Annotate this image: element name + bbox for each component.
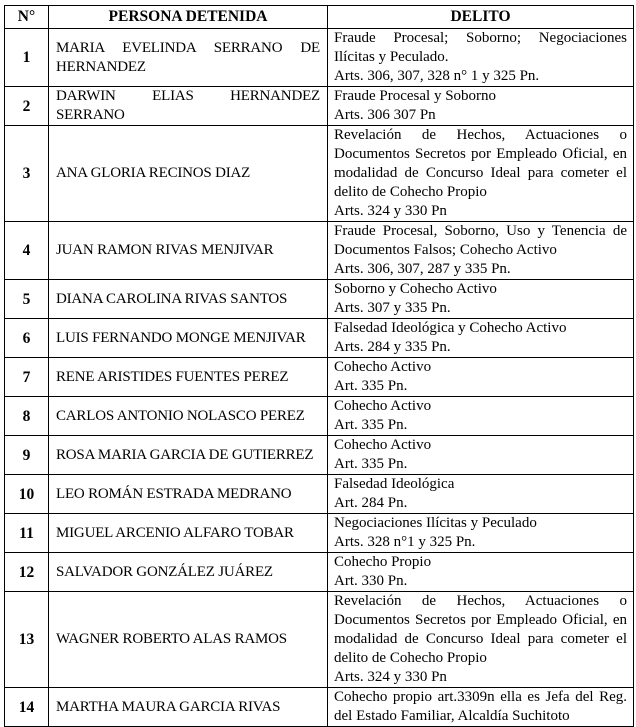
persona-cell: CARLOS ANTONIO NOLASCO PEREZ bbox=[49, 397, 328, 436]
persona-cell: MARIA EVELINDA SERRANO DE HERNANDEZ bbox=[49, 29, 328, 87]
delito-text: Negociaciones Ilícitas y Peculado bbox=[334, 515, 537, 531]
table-row bbox=[5, 29, 634, 87]
delito-cell bbox=[328, 319, 634, 358]
table-row bbox=[5, 280, 634, 319]
row-number-cell: 10 bbox=[5, 475, 49, 514]
delito-text: Arts. 306, 307, 328 n° 1 y 325 Pn. bbox=[334, 68, 540, 84]
row-number-cell: 5 bbox=[5, 280, 49, 319]
table-row bbox=[5, 553, 634, 592]
delito-text: Fraude Procesal, Soborno, Uso y Tenencia de Documentos Falsos; Cohecho Activo bbox=[334, 223, 627, 258]
delito-cell bbox=[328, 397, 634, 436]
persona-cell: DARWIN ELIAS HERNANDEZ SERRANO bbox=[49, 87, 328, 126]
row-number-cell: 14 bbox=[5, 688, 49, 727]
delito-text: Fraude Procesal; Soborno; Negociaciones Ilícitas y Peculado. bbox=[334, 30, 627, 65]
delito-text: Arts. 284 y 335 Pn. bbox=[334, 339, 451, 355]
persona-cell: ANA GLORIA RECINOS DIAZ bbox=[49, 126, 328, 222]
header-num: N° bbox=[5, 6, 49, 29]
table-row bbox=[5, 222, 634, 280]
delito-text: Cohecho Activo bbox=[334, 359, 432, 375]
row-number-cell: 8 bbox=[5, 397, 49, 436]
delito-text: Cohecho Activo bbox=[334, 437, 432, 453]
delito-text: Soborno y Cohecho Activo bbox=[334, 281, 497, 297]
persona-cell: JUAN RAMON RIVAS MENJIVAR bbox=[49, 222, 328, 280]
delito-cell bbox=[328, 29, 634, 87]
delito-cell bbox=[328, 87, 634, 126]
header-row bbox=[5, 6, 634, 29]
row-number-cell: 11 bbox=[5, 514, 49, 553]
table-row bbox=[5, 87, 634, 126]
delito-text: Cohecho Propio bbox=[334, 554, 432, 570]
detainees-table bbox=[4, 5, 634, 727]
delito-text: Falsedad Ideológica y Cohecho Activo bbox=[334, 320, 567, 336]
row-number-cell: 13 bbox=[5, 592, 49, 688]
row-number-cell: 4 bbox=[5, 222, 49, 280]
delito-cell bbox=[328, 688, 634, 727]
delito-text: Art. 335 Pn. bbox=[334, 378, 408, 394]
persona-cell: RENE ARISTIDES FUENTES PEREZ bbox=[49, 358, 328, 397]
table-row bbox=[5, 397, 634, 436]
persona-cell: MIGUEL ARCENIO ALFARO TOBAR bbox=[49, 514, 328, 553]
table-row bbox=[5, 688, 634, 727]
persona-cell: WAGNER ROBERTO ALAS RAMOS bbox=[49, 592, 328, 688]
table-row bbox=[5, 358, 634, 397]
row-number-cell: 6 bbox=[5, 319, 49, 358]
delito-cell bbox=[328, 126, 634, 222]
delito-cell bbox=[328, 358, 634, 397]
delito-text: Arts. 324 y 330 Pn bbox=[334, 203, 447, 219]
header-persona-detenida: PERSONA DETENIDA bbox=[49, 6, 328, 29]
row-number-cell: 9 bbox=[5, 436, 49, 475]
row-number-cell: 1 bbox=[5, 29, 49, 87]
table-row bbox=[5, 475, 634, 514]
delito-cell bbox=[328, 222, 634, 280]
delito-text: Cohecho Activo bbox=[334, 398, 432, 414]
persona-cell: DIANA CAROLINA RIVAS SANTOS bbox=[49, 280, 328, 319]
delito-text: Art. 335 Pn. bbox=[334, 456, 408, 472]
table-body bbox=[5, 29, 634, 727]
delito-cell bbox=[328, 514, 634, 553]
delito-text: Arts. 306, 307, 287 y 335 Pn. bbox=[334, 261, 511, 277]
delito-cell bbox=[328, 280, 634, 319]
delito-cell bbox=[328, 436, 634, 475]
persona-cell: SALVADOR GONZÁLEZ JUÁREZ bbox=[49, 553, 328, 592]
delito-cell bbox=[328, 592, 634, 688]
row-number-cell: 2 bbox=[5, 87, 49, 126]
delito-text: Art. 335 Pn. bbox=[334, 417, 408, 433]
row-number-cell: 7 bbox=[5, 358, 49, 397]
delito-text: Art. 284 Pn. bbox=[334, 495, 408, 511]
persona-cell: LUIS FERNANDO MONGE MENJIVAR bbox=[49, 319, 328, 358]
delito-text: Fraude Procesal y Soborno bbox=[334, 88, 497, 104]
delito-text: Arts. 307 y 335 Pn. bbox=[334, 300, 451, 316]
persona-cell: MARTHA MAURA GARCIA RIVAS bbox=[49, 688, 328, 727]
table-row bbox=[5, 592, 634, 688]
table-row bbox=[5, 126, 634, 222]
delito-text: Revelación de Hechos, Actuaciones o Documentos Secretos por Empleado Oficial, en modalidad de Concurso Ideal para cometer el delito de Cohecho Propio bbox=[334, 593, 627, 666]
delito-text: Cohecho propio art.3309n ella es Jefa del Reg. del Estado Familiar, Alcaldía Suchitoto bbox=[334, 689, 627, 724]
delito-text: Revelación de Hechos, Actuaciones o Documentos Secretos por Empleado Oficial, en modalidad de Concurso Ideal para cometer el delito de Cohecho Propio bbox=[334, 127, 627, 200]
delito-text: Arts. 328 n°1 y 325 Pn. bbox=[334, 534, 476, 550]
delito-text: Art. 330 Pn. bbox=[334, 573, 408, 589]
row-number-cell: 12 bbox=[5, 553, 49, 592]
delito-cell bbox=[328, 553, 634, 592]
delito-text: Arts. 306 307 Pn bbox=[334, 107, 436, 123]
table-row bbox=[5, 319, 634, 358]
header-delito: DELITO bbox=[328, 6, 634, 29]
persona-cell: ROSA MARIA GARCIA DE GUTIERREZ bbox=[49, 436, 328, 475]
delito-cell bbox=[328, 475, 634, 514]
delito-text: Arts. 324 y 330 Pn bbox=[334, 669, 447, 685]
persona-cell: LEO ROMÁN ESTRADA MEDRANO bbox=[49, 475, 328, 514]
row-number-cell: 3 bbox=[5, 126, 49, 222]
table-row bbox=[5, 514, 634, 553]
table-row bbox=[5, 436, 634, 475]
delito-text: Falsedad Ideológica bbox=[334, 476, 455, 492]
